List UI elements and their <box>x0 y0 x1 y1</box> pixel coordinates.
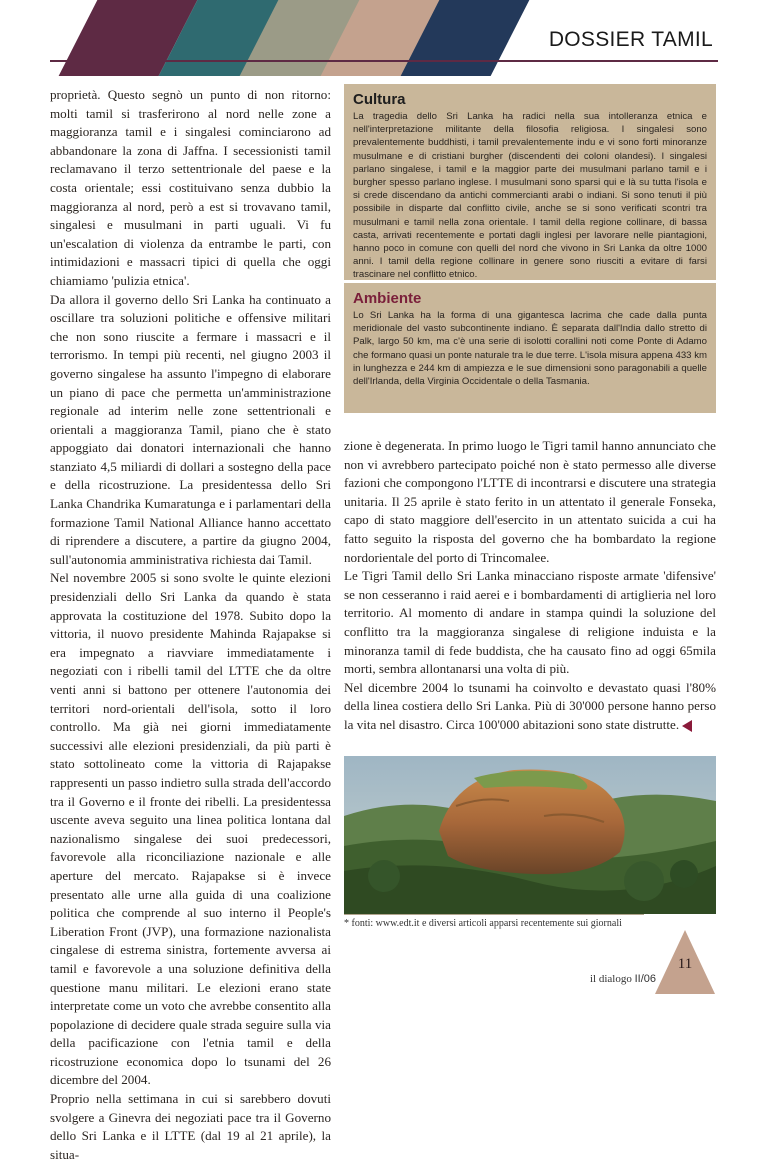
magazine-name: il dialogo <box>590 973 632 985</box>
paragraph: Le Tigri Tamil dello Sri Lanka minacciano risposte armate 'difensive' se non cesseranno i raid aerei e i bombardamenti di artiglieria nel loro territorio. Al momento di andare in stampa quindi la soluzione del conflitto tra la maggioranza singalese di religione induista e la minoranza tamil di fede buddista, che ha causato fino ad oggi 65mila morti, sembra allontanarsi una volta di più. <box>344 568 716 677</box>
page-number: 11 <box>677 956 693 972</box>
header-rule <box>50 60 718 62</box>
paragraph: Proprio nella settimana in cui si sarebbero dovuti svolgere a Ginevra dei negoziati pace tra il Governo dello Sri Lanka e il LTTE (dal 19 al 21 aprile), la situa- <box>50 1091 331 1162</box>
cultura-title: Cultura <box>353 91 406 108</box>
ambiente-title: Ambiente <box>353 290 422 307</box>
left-column <box>50 86 331 1164</box>
sigiriya-rock-photo <box>344 756 716 914</box>
cultura-box <box>344 84 716 280</box>
footnote: * fonti: www.edt.it e diversi articoli apparsi recentemente sui giornali <box>344 914 644 930</box>
photo-illustration <box>344 756 716 914</box>
footer-magazine <box>590 973 656 985</box>
paragraph: Nel dicembre 2004 lo tsunami ha coinvolto e devastato quasi l'80% della linea costiera dello Sri Lanka. Più di 30'000 persone hanno perso la vita nel disastro. Circa 100'000 abitazioni sono state distrutte. <box>344 679 716 732</box>
cultura-text: La tragedia dello Sri Lanka ha radici nella sua intolleranza etnica e nell'interpretazione militante della filosofia religiosa. I singalesi sono prevalentemente buddhisti, i tamil prevalentemente indu e vi sono forti minoranze musulmane e di cristiani burgher (discendenti dei coloni olandesi). I singalesi parlano singalese, i tamil e la maggior parte dei musulmani parlano tamil e i burgher spesso parlano inglese. I musulmani sono sparsi qui e là su tutta l'isola e si crede discendano da antichi commercianti arabi o indiani. Si sono tenuti il più possibile in disparte dal conflitto civile, anche se si sono verificati scontri tra musulmani e tamil nella zona orientale. I tamil della regione collinare, di bassa casta, arrivati recentemente e portati dagli inglesi per lavorare nelle piantagioni, hanno poco in comune con quelli del nord che vivono in Sri Lanka da oltre 1000 anni. I tamil della regione collinare in genere sono riusciti a evitare di farsi trascinare nel conflitto etnico. <box>353 111 707 281</box>
right-column <box>344 437 716 735</box>
paragraph: Da allora il governo dello Sri Lanka ha continuato a oscillare tra soluzioni politiche e offensive militari che non sono riuscite a fermare i massacri e il terrorismo. In tempi più recenti, nel giugno 2003 il governo singalese ha assunto l'impegno di elaborare un piano di pace che permetta un'amministrazione regionale ad interim nelle zone settentrionali e orientali a maggioranza Tamil, piano che è stato appoggiato dai donatori internazionali che hanno stanziato 4,5 miliardi di dollari a sostegno della pace e della ricostruzione. La presidentessa dello Sri Lanka Chandrika Kumaratunga e i parlamentari della formazione Tamil National Alliance hanno accettato di riprendere a discutere, a partire da giugno 2004, sull'autonomia amministrativa richiesta dai Tamil. <box>50 291 331 567</box>
ambiente-text: Lo Sri Lanka ha la forma di una gigantesca lacrima che cade dalla punta meridionale del vasto subcontinente indiano. È separata dall'India dallo stretto di Palk, largo 50 km, ma c'è una serie di isolotti corallini noti come Ponte di Adamo che formano quasi un ponte naturale tra le due terre. L'isola misura appena 433 km in lunghezza e 244 km di ampiezza e le sue dimensioni sono paragonabili a quelle dell'Irlanda, della Virginia Occidentale o della Tasmania. <box>353 310 707 388</box>
paragraph: proprietà. Questo segnò un punto di non ritorno: molti tamil si trasferirono al nord nelle zone a maggioranza tamil e i singalesi cominciarono ad abbandonare la zona di Jaffna. I secessionisti tamil reclamavano il terzo settentrionale del paese e la costa orientale; essi costituivano senza dubbio la maggioranza al nord, però a est si trovavano tamil, singalesi e musulmani in parti uguali. Vi fu un'escalation di violenza da entrambe le parti, con intimidazioni e massacri tipici di quella che oggi chiamiamo 'pulizia etnica'. <box>50 87 331 288</box>
section-title: DOSSIER TAMIL <box>548 28 713 51</box>
paragraph: zione è degenerata. In primo luogo le Tigri tamil hanno annunciato che non vi avrebbero partecipato poiché non è stato permesso alle diverse fazioni che compongono l'LTTE di incontrarsi e discutere una strategia unitaria. Il 25 aprile è stato ferito in un attentato il generale Fonseka, capo di stato maggiore dell'esercito in un attentato suicida a cui ha fatto seguito la risposta del governo che ha bombardato la regione nordorientale del porto di Trincomalee. <box>344 438 716 565</box>
ambiente-box <box>344 283 716 413</box>
end-of-article-icon <box>682 720 692 732</box>
issue-number: II/06 <box>634 973 657 985</box>
paragraph: Nel novembre 2005 si sono svolte le quinte elezioni presidenziali dello Sri Lanka da quando è stata approvata la costituzione del 1978. Subito dopo la vittoria, il nuovo presidente Mahinda Rajapakse si era impegnato a riavviare immediatamente i negoziati con i ribelli tamil del LTTE che da oltre venti anni si battono per ottenere l'autonomia dei territori nord-orientali dell'isola, sotto il loro controllo. Ma già nei giorni immediatamente successivi alle elezioni presidenziali, da più parti è stato sottolineato come la vittoria di Rajapakse rappresenti un passo indietro sulla strada dell'accordo tra il Governo e il fronte dei ribelli. La presidentessa uscente aveva seguito una linea politica lontana dal nazionalismo singalese dei suoi predecessori, favorevole alla riconciliazione nazionale e alle aperture del mercato. Rajapakse si è invece presentato alle urne alla guida di una coalizione politica che comprende al suo interno il People's Liberation Front (JVP), una formazione nazionalista cingalese di estrema sinistra, fortemente avversa ai tamil e favorevole a una soluzione definitiva della questione manu militari. Le elezioni erano state interpretate come un voto che avrebbe consentito alla popolazione di decidere quale strada seguire sulla via della pacificazione con l'etnia tamil e della ricostruzione economica dopo lo tsunami del 26 dicembre del 2004. <box>50 570 331 1088</box>
